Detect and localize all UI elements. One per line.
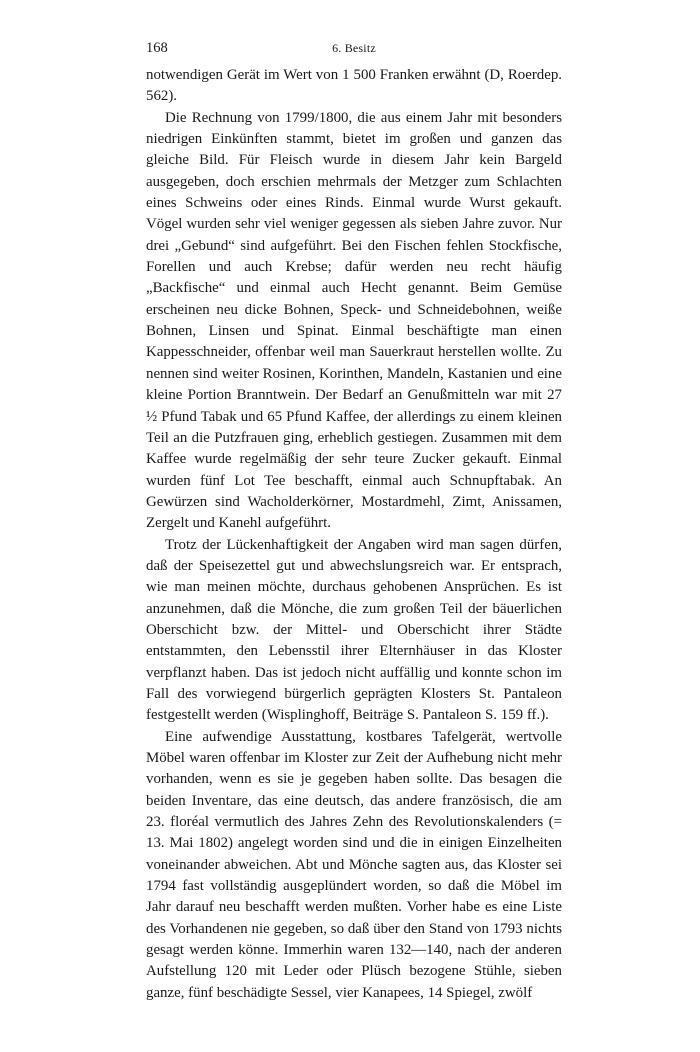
- page-header: [146, 40, 562, 62]
- page-number: 168: [146, 40, 168, 56]
- body-text: [146, 65, 562, 1004]
- paragraph-ausstattung: Eine aufwendige Ausstattung, kostbares Tafelgerät, wertvolle Möbel waren offenbar im Kloster zur Zeit der Aufhebung nicht mehr vorhanden, wenn es sie je gegeben haben sollte. Das besagen die beiden Inventare, das eine deutsch, das andere französisch, die am 23. floréal vermutlich des Jahres Zehn des Revolutionskalenders (= 13. Mai 1802) angelegt worden sind und die in einigen Einzelheiten voneinander abweichen. Abt und Mönche sagten aus, das Kloster sei 1794 fast vollständig ausgeplündert worden, so daß die Möbel im Jahr darauf neu beschafft werden mußten. Vorher habe es eine Liste des Vorhandenen nie gegeben, so daß über den Stand von 1793 nichts gesagt werden könne. Immerhin waren 132—140, nach der anderen Aufstellung 120 mit Leder oder Plüsch bezogene Stühle, sieben ganze, fünf beschädigte Sessel, vier Kanapees, 14 Spiegel, zwölf: [146, 728, 562, 1001]
- book-page: [146, 40, 562, 1004]
- paragraph-continued: notwendigen Gerät im Wert von 1 500 Franken erwähnt (D, Roerdep. 562).: [146, 67, 562, 105]
- paragraph-speisezettel: Trotz der Lückenhaftigkeit der Angaben wird man sagen dürfen, daß der Speisezettel gut und abwechslungsreich war. Er entsprach, wie man meinen möchte, durchaus gehobenen Ansprüchen. Es ist anzunehmen, daß die Mönche, die zum großen Teil der bäuerlichen Oberschicht bzw. der Mittel- und Oberschicht ihrer Städte entstammten, den Lebensstil ihrer Elternhäuser in das Kloster verpflanzt haben. Das ist jedoch nicht auffällig und konnte schon im Fall des vorwiegend bürgerlich geprägten Klosters St. Pantaleon festgestellt werden (Wisplinghoff, Beiträge S. Pantaleon S. 159 ff.).: [146, 536, 562, 724]
- paragraph-rechnung: Die Rechnung von 1799/1800, die aus einem Jahr mit besonders niedrigen Einkünften stammt, bietet im großen und ganzen das gleiche Bild. Für Fleisch wurde in diesem Jahr kein Bargeld ausgegeben, doch erschien mehrmals der Metzger zum Schlachten eines Schweins oder eines Rinds. Einmal wurde Wurst gekauft. Vögel wurden sehr viel weniger gegessen als sieben Jahre zuvor. Nur drei „Gebund“ sind aufgeführt. Bei den Fischen fehlen Stockfische, Forellen und auch Krebse; dafür werden neu recht häufig „Backfische“ und einmal auch Hecht genannt. Beim Gemüse erscheinen neu dicke Bohnen, Speck- und Schneidebohnen, weiße Bohnen, Linsen und Spinat. Einmal beschäftigte man einen Kappesschneider, offenbar weil man Sauerkraut herstellen wollte. Zu nennen sind weiter Rosinen, Korinthen, Mandeln, Kastanien und eine kleine Portion Branntwein. Der Bedarf an Genußmitteln war mit 27 ½ Pfund Tabak und 65 Pfund Kaffee, der allerdings zu einem kleinen Teil an die Putzfrauen ging, erheblich gestiegen. Zusammen mit dem Kaffee wurde regelmäßig der sehr teure Zucker gekauft. Einmal wurden fünf Lot Tee beschafft, einmal auch Schnupftabak. An Gewürzen sind Wacholderkörner, Mostardmehl, Zimt, Anissamen, Zergelt und Kanehl aufgeführt.: [146, 109, 562, 532]
- running-head: 6. Besitz: [332, 41, 376, 55]
